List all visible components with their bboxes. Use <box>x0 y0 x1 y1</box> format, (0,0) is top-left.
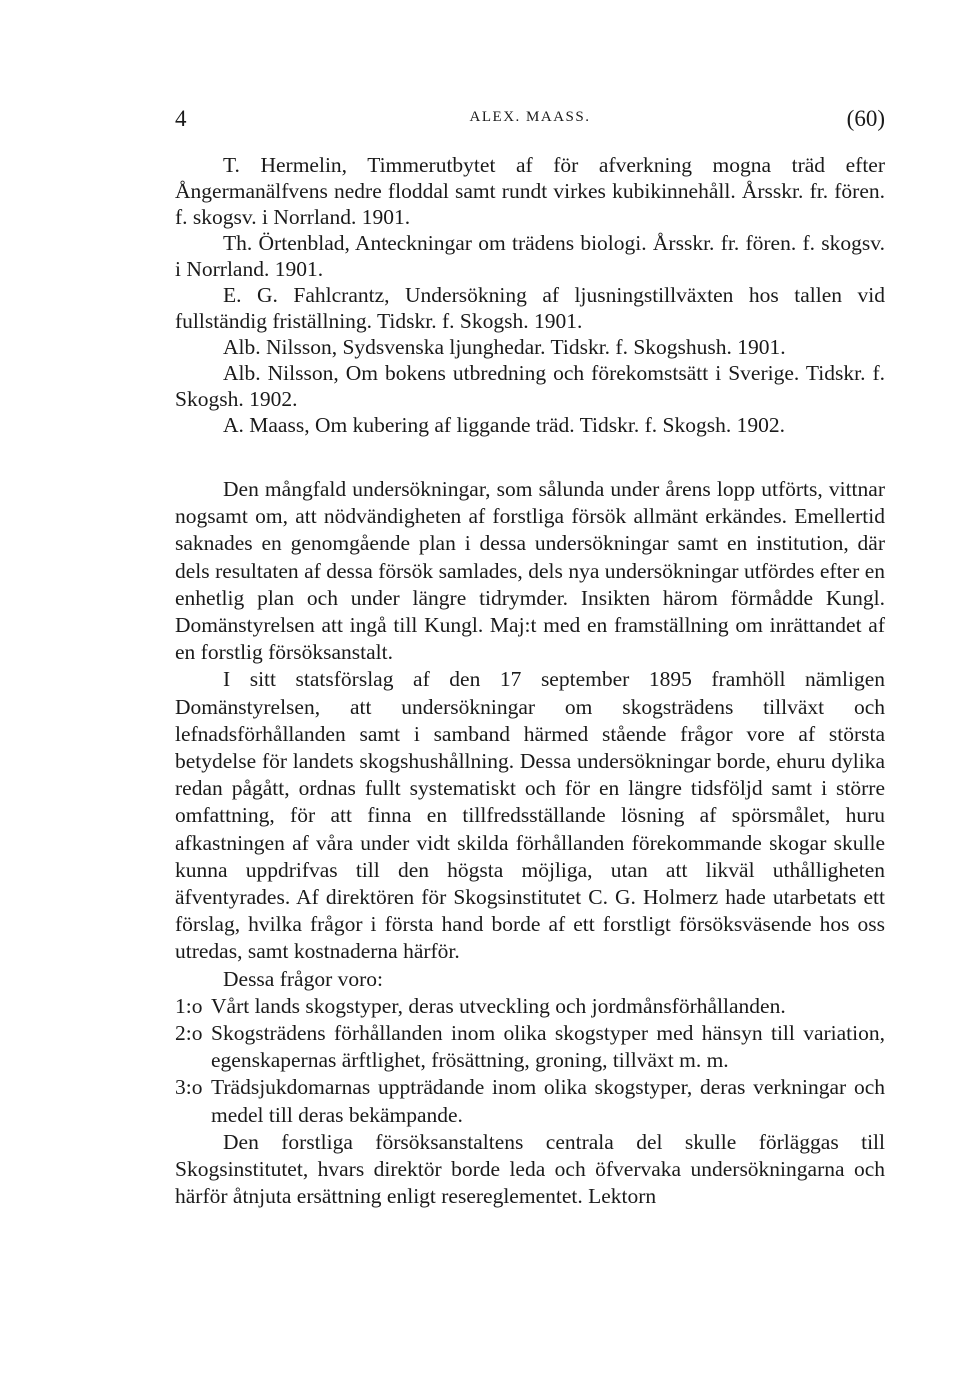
paragraph: Den forstliga försöksanstaltens centrala del skulle förläggas till Skogsinstitutet, hvars direktör borde leda och öfvervaka undersökningarna och härför åtnjuta ersättning enligt resereglementet. Lektorn <box>175 1129 885 1209</box>
list-item-text: Vårt lands skogstyper, deras utveckling och jordmånsförhållanden. <box>211 993 786 1018</box>
reference-entry: Th. Örtenblad, Anteckningar om trädens biologi. Årsskr. fr. fören. f. skogsv. i Norrland. 1901. <box>175 231 885 281</box>
list-item <box>175 1074 885 1128</box>
list-marker: 2:o <box>175 1021 203 1046</box>
list-item <box>175 993 885 1020</box>
question-list <box>175 993 885 1129</box>
reference-entry: E. G. Fahlcrantz, Undersökning af ljusningstillväxten hos tallen vid fullständig friställning. Tidskr. f. Skogsh. 1901. <box>175 283 885 333</box>
list-marker: 3:o <box>175 1075 203 1100</box>
reference-list <box>175 152 885 438</box>
paragraph: I sitt statsförslag af den 17 september 1895 framhöll nämligen Domänstyrelsen, att undersökningar om skogsträdens tillväxt och lefnadsförhållanden samt i samband härmed stående frågor vore af största betydelse för landets skogshushållning. Dessa undersökningar borde, ehuru dylika redan pågått, ordnas fullt systematiskt och för en längre tidsföljd samt i större omfattning, för att finna en tillfredsställande lösning af spörsmålet, huru afkastningen af våra under vidt skilda förhållanden förekommande skogar skulle kunna uppdrifvas till den högsta möjliga, utan att likväl uthålligheten äfventyrades. Af direktören för Skogsinstitutet C. G. Holmerz hade utarbetats ett förslag, hvilka frågor i första hand borde af ett forstligt försöksväsende hos oss utredas, samt kostnaderna härför. <box>175 667 885 964</box>
running-title: ALEX. MAASS. <box>469 109 591 125</box>
list-item-text: Skogsträdens förhållanden inom olika skogstyper med hänsyn till variation, egenskapernas ärftlighet, frösättning, groning, tillväxt m. m. <box>211 1021 885 1073</box>
body-text <box>175 476 885 1210</box>
reference-entry: Alb. Nilsson, Sydsvenska ljunghedar. Tidskr. f. Skogshush. 1901. <box>223 335 786 359</box>
list-item-text: Trädsjukdomarnas uppträdande inom olika skogstyper, deras verkningar och medel till deras bekämpande. <box>211 1075 885 1127</box>
reference-entry: Alb. Nilsson, Om bokens utbredning och förekomstsätt i Sverige. Tidskr. f. Skogsh. 1902. <box>175 361 885 411</box>
issue-number: (60) <box>846 106 885 131</box>
list-item <box>175 1020 885 1074</box>
paragraph: Den mångfald undersökningar, som sålunda under årens lopp utförts, vittnar nogsamt om, att nödvändigheten af forstliga försök allmänt erkändes. Emellertid saknades en genomgående plan i dessa undersökningar samt en institution, där dels resultaten af dessa försök samlades, dels nya undersökningar utfördes efter en enhetlig plan och under längre tidrymder. Insikten härom förmådde Kungl. Domänstyrelsen att ingå till Kungl. Maj:t med en framställning om inrättandet af en forstlig försöksanstalt. <box>175 477 885 665</box>
page-number: 4 <box>175 106 187 131</box>
paragraph: Dessa frågor voro: <box>223 966 384 991</box>
running-header <box>175 106 885 136</box>
reference-entry: A. Maass, Om kubering af liggande träd. Tidskr. f. Skogsh. 1902. <box>223 413 785 437</box>
list-marker: 1:o <box>175 993 203 1018</box>
reference-entry: T. Hermelin, Timmerutbytet af för afverkning mogna träd efter Ångermanälfvens nedre floddal samt rundt virkes kubikinnehåll. Årsskr. fr. fören. f. skogsv. i Norrland. 1901. <box>175 153 885 229</box>
